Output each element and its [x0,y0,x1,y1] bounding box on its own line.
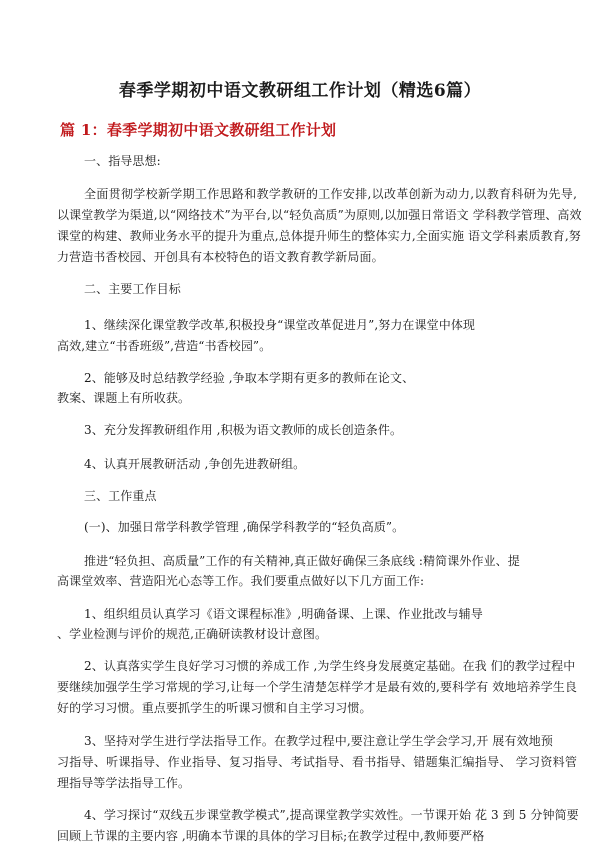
paragraph-line: 课堂的构建、教师业务水平的提升为重点,总体提升师生的整体实力,全面实施 语文学科素质教育,努 [57,229,581,243]
paragraph-line: 以课堂教学为渠道,以“网络技术”为平台,以“轻负高质”为原则,以加强日常语文 学科教学管理、高效 [57,208,582,222]
paragraph-line: 力营造书香校园、开创具有本校特色的语文教育教学新局面。 [57,250,384,264]
paragraph-line: 3、充分发挥教研组作用 ,积极为语文教师的成长创造条件。 [84,423,403,437]
paragraph-line: 要继续加强学生学习常规的学习,让每一个学生清楚怎样学才是最有效的,要科学有 效地培养学生良 [57,680,577,694]
paragraph-line: 全面贯彻学校新学期工作思路和教学教研的工作安排,以改革创新为动力,以教育科研为先导, [84,187,577,201]
paragraph-line: 2、认真落实学生良好学习习惯的养成工作 ,为学生终身发展奠定基础。在我 们的教学过程中 [84,659,576,673]
paragraph-line: 高效,建立“书香班级”,营造“书香校园”。 [57,339,272,353]
paragraph-line: 1、组织组员认真学习《语文课程标准》,明确备课、上课、作业批改与辅导 [84,607,483,621]
paragraph-line: 推进“轻负担、高质量”工作的有关精神,真正做好确保三条底线 :精简课外作业、提 [84,554,520,568]
paragraph-line: 习指导、听课指导、作业指导、复习指导、考试指导、看书指导、错题集汇编指导、 学习资料管 [57,755,577,769]
paragraph-line: 回顾上节课的主要内容 ,明确本节课的具体的学习目标;在教学过程中,教师要严格 [57,829,485,843]
paragraph-line: 教案、课题上有所收获。 [57,391,191,405]
paragraph-line: 2、能够及时总结教学经验 ,争取本学期有更多的教师在论文、 [84,371,415,385]
paragraph-line: 理指导等学法指导工作。 [57,776,191,790]
document-title: 春季学期初中语文教研组工作计划（精选6篇） [118,81,482,101]
heading-main-goals: 二、主要工作目标 [84,282,181,296]
heading-guiding-ideology: 一、指导思想: [84,154,161,168]
paragraph-line: 、学业检测与评价的规范,正确研读教材设计意图。 [57,627,328,641]
heading-work-focus: 三、工作重点 [84,489,157,503]
section-title: 篇 1：春季学期初中语文教研组工作计划 [60,121,337,139]
paragraph-line: 1、继续深化课堂教学改革,积极投身“课堂改革促进月”,努力在课堂中体现 [84,318,476,332]
paragraph-line: 4、学习探讨“双线五步课堂教学模式”,提高课堂教学实效性。一节课开始 花 3 到 5 分钟简要 [84,808,579,822]
paragraph-line: 4、认真开展教研活动 ,争创先进教研组。 [84,457,306,471]
subheading: (一)、加强日常学科教学管理 ,确保学科教学的“轻负高质”。 [84,520,405,534]
paragraph-line: 高课堂效率、营造阳光心态等工作。我们要重点做好以下几方面工作: [57,574,425,588]
paragraph-line: 好的学习习惯。重点要抓学生的听课习惯和自主学习习惯。 [57,701,372,715]
paragraph-line: 3、坚持对学生进行学法指导工作。在教学过程中,要注意让学生学会学习,开 展有效地预 [84,734,553,748]
